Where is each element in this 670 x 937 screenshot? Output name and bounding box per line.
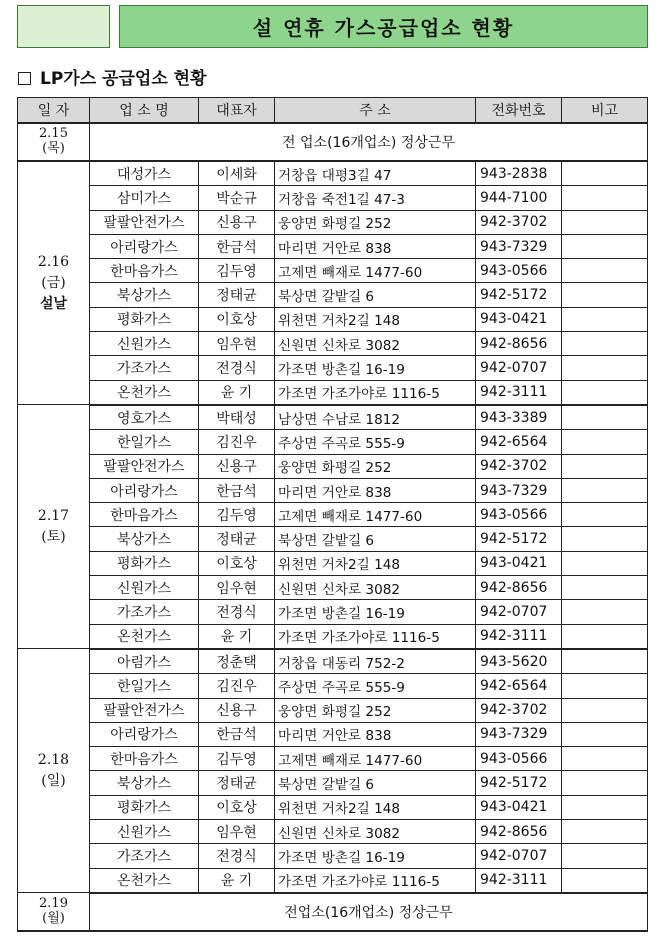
phone-cell: 942-6564 bbox=[476, 674, 562, 698]
supplier-name-cell: 북상가스 bbox=[90, 283, 199, 307]
memo-cell bbox=[562, 307, 648, 331]
phone-cell: 942-5172 bbox=[476, 771, 562, 795]
col-header-name: 업 소 명 bbox=[90, 98, 199, 124]
address-cell: 가조면 가조가야로 1116-5 bbox=[275, 380, 476, 405]
address-cell: 주상면 주곡로 555-9 bbox=[275, 674, 476, 698]
representative-cell: 이호상 bbox=[199, 307, 275, 331]
representative-cell: 윤 기 bbox=[199, 624, 275, 649]
phone-cell: 942-5172 bbox=[476, 527, 562, 551]
table-row bbox=[18, 722, 648, 746]
table-row bbox=[18, 283, 648, 307]
date-cell bbox=[18, 161, 90, 405]
representative-cell: 윤 기 bbox=[199, 380, 275, 405]
representative-cell: 이세화 bbox=[199, 161, 275, 186]
supplier-name-cell: 평화가스 bbox=[90, 795, 199, 819]
table-row bbox=[18, 771, 648, 795]
memo-cell bbox=[562, 503, 648, 527]
phone-cell: 943-7329 bbox=[476, 234, 562, 258]
supplier-name-cell: 아리랑가스 bbox=[90, 234, 199, 258]
table-header-row bbox=[18, 98, 648, 124]
representative-cell: 신용구 bbox=[199, 698, 275, 722]
date-cell bbox=[18, 123, 90, 161]
memo-cell bbox=[562, 527, 648, 551]
table-row bbox=[18, 454, 648, 478]
representative-cell: 한금석 bbox=[199, 234, 275, 258]
table-row bbox=[18, 674, 648, 698]
memo-cell bbox=[562, 430, 648, 454]
phone-cell: 943-7329 bbox=[476, 722, 562, 746]
phone-cell: 942-3702 bbox=[476, 210, 562, 234]
supplier-name-cell: 북상가스 bbox=[90, 771, 199, 795]
address-cell: 웅양면 화평길 252 bbox=[275, 454, 476, 478]
table-row bbox=[18, 600, 648, 624]
phone-cell: 942-0707 bbox=[476, 844, 562, 868]
date-value: 2.17 bbox=[37, 507, 70, 524]
supplier-name-cell: 한일가스 bbox=[90, 430, 199, 454]
address-cell: 거창읍 대평3길 47 bbox=[275, 161, 476, 186]
representative-cell: 임우현 bbox=[199, 576, 275, 600]
supplier-table bbox=[17, 97, 648, 932]
table-row bbox=[18, 624, 648, 649]
representative-cell: 김두영 bbox=[199, 747, 275, 771]
supplier-name-cell: 신원가스 bbox=[90, 332, 199, 356]
representative-cell: 한금석 bbox=[199, 478, 275, 502]
weekday-value: (일) bbox=[41, 772, 66, 789]
supplier-name-cell: 삼미가스 bbox=[90, 186, 199, 210]
address-cell: 주상면 주곡로 555-9 bbox=[275, 430, 476, 454]
table-row bbox=[18, 527, 648, 551]
address-cell: 신원면 신차로 3082 bbox=[275, 332, 476, 356]
phone-cell: 942-3702 bbox=[476, 454, 562, 478]
supplier-name-cell: 온천가스 bbox=[90, 624, 199, 649]
address-cell: 웅양면 화평길 252 bbox=[275, 210, 476, 234]
title-side-box bbox=[17, 5, 110, 48]
memo-cell bbox=[562, 186, 648, 210]
normal-operation-note: 전업소(16개업소) 정상근무 bbox=[90, 893, 648, 931]
table-row bbox=[18, 332, 648, 356]
memo-cell bbox=[562, 405, 648, 430]
table-row bbox=[18, 259, 648, 283]
memo-cell bbox=[562, 600, 648, 624]
phone-cell: 942-6564 bbox=[476, 430, 562, 454]
table-row bbox=[18, 551, 648, 575]
table-row bbox=[18, 186, 648, 210]
weekday-value: (토) bbox=[41, 528, 66, 545]
table-row bbox=[18, 649, 648, 674]
phone-cell: 942-0707 bbox=[476, 356, 562, 380]
supplier-name-cell: 가조가스 bbox=[90, 356, 199, 380]
table-row bbox=[18, 576, 648, 600]
table-row bbox=[18, 844, 648, 868]
address-cell: 거창읍 죽전1길 47-3 bbox=[275, 186, 476, 210]
supplier-name-cell: 온천가스 bbox=[90, 380, 199, 405]
representative-cell: 윤 기 bbox=[199, 868, 275, 893]
date-value: 2.15 bbox=[39, 126, 68, 142]
phone-cell: 943-7329 bbox=[476, 478, 562, 502]
representative-cell: 전경식 bbox=[199, 356, 275, 380]
representative-cell: 박순규 bbox=[199, 186, 275, 210]
page-title-text: 설 연휴 가스공급업소 현황 bbox=[252, 16, 515, 40]
memo-cell bbox=[562, 234, 648, 258]
supplier-name-cell: 평화가스 bbox=[90, 551, 199, 575]
table-row bbox=[18, 161, 648, 186]
address-cell: 웅양면 화평길 252 bbox=[275, 698, 476, 722]
representative-cell: 전경식 bbox=[199, 600, 275, 624]
phone-cell: 943-0566 bbox=[476, 747, 562, 771]
checkbox-square-icon bbox=[18, 72, 31, 85]
address-cell: 신원면 신차로 3082 bbox=[275, 576, 476, 600]
address-cell: 신원면 신차로 3082 bbox=[275, 820, 476, 844]
table-row bbox=[18, 747, 648, 771]
supplier-name-cell: 한마음가스 bbox=[90, 747, 199, 771]
table-row bbox=[18, 210, 648, 234]
address-cell: 가조면 방촌길 16-19 bbox=[275, 356, 476, 380]
address-cell: 가조면 가조가야로 1116-5 bbox=[275, 624, 476, 649]
col-header-memo: 비고 bbox=[562, 98, 648, 124]
memo-cell bbox=[562, 161, 648, 186]
memo-cell bbox=[562, 771, 648, 795]
phone-cell: 942-3702 bbox=[476, 698, 562, 722]
supplier-name-cell: 한마음가스 bbox=[90, 259, 199, 283]
date-value: 2.18 bbox=[37, 751, 70, 768]
memo-cell bbox=[562, 820, 648, 844]
table-row bbox=[18, 795, 648, 819]
table-row bbox=[18, 503, 648, 527]
memo-cell bbox=[562, 380, 648, 405]
table-row bbox=[18, 234, 648, 258]
memo-cell bbox=[562, 210, 648, 234]
memo-cell bbox=[562, 454, 648, 478]
date-cell bbox=[18, 405, 90, 649]
weekday-value: (월) bbox=[42, 910, 65, 926]
memo-cell bbox=[562, 478, 648, 502]
phone-cell: 943-2838 bbox=[476, 161, 562, 186]
memo-cell bbox=[562, 283, 648, 307]
page-title bbox=[119, 5, 648, 48]
table-row bbox=[18, 893, 648, 931]
memo-cell bbox=[562, 795, 648, 819]
address-cell: 위천면 거차2길 148 bbox=[275, 551, 476, 575]
section-heading bbox=[18, 64, 207, 89]
supplier-name-cell: 가조가스 bbox=[90, 844, 199, 868]
phone-cell: 943-0421 bbox=[476, 307, 562, 331]
memo-cell bbox=[562, 551, 648, 575]
memo-cell bbox=[562, 649, 648, 674]
phone-cell: 943-0421 bbox=[476, 551, 562, 575]
representative-cell: 신용구 bbox=[199, 210, 275, 234]
phone-cell: 943-0566 bbox=[476, 259, 562, 283]
table-body bbox=[18, 123, 648, 931]
table-row bbox=[18, 478, 648, 502]
memo-cell bbox=[562, 844, 648, 868]
address-cell: 북상면 갈밭길 6 bbox=[275, 527, 476, 551]
representative-cell: 김두영 bbox=[199, 259, 275, 283]
supplier-name-cell: 평화가스 bbox=[90, 307, 199, 331]
representative-cell: 정태균 bbox=[199, 527, 275, 551]
table-row bbox=[18, 380, 648, 405]
address-cell: 북상면 갈밭길 6 bbox=[275, 771, 476, 795]
normal-operation-note: 전 업소(16개업소) 정상근무 bbox=[90, 123, 648, 161]
supplier-name-cell: 한마음가스 bbox=[90, 503, 199, 527]
memo-cell bbox=[562, 576, 648, 600]
supplier-name-cell: 영호가스 bbox=[90, 405, 199, 430]
phone-cell: 943-3389 bbox=[476, 405, 562, 430]
memo-cell bbox=[562, 624, 648, 649]
memo-cell bbox=[562, 356, 648, 380]
address-cell: 위천면 거차2길 148 bbox=[275, 795, 476, 819]
supplier-name-cell: 팔팔안전가스 bbox=[90, 454, 199, 478]
phone-cell: 942-5172 bbox=[476, 283, 562, 307]
supplier-name-cell: 한일가스 bbox=[90, 674, 199, 698]
col-header-date: 일 자 bbox=[18, 98, 90, 124]
table-row bbox=[18, 698, 648, 722]
representative-cell: 임우현 bbox=[199, 820, 275, 844]
col-header-phone: 전화번호 bbox=[476, 98, 562, 124]
address-cell: 마리면 거안로 838 bbox=[275, 234, 476, 258]
supplier-name-cell: 온천가스 bbox=[90, 868, 199, 893]
phone-cell: 943-0421 bbox=[476, 795, 562, 819]
table-row bbox=[18, 405, 648, 430]
memo-cell bbox=[562, 259, 648, 283]
address-cell: 거창읍 대동리 752-2 bbox=[275, 649, 476, 674]
supplier-name-cell: 가조가스 bbox=[90, 600, 199, 624]
weekday-value: (금) bbox=[41, 274, 66, 291]
date-value: 2.19 bbox=[39, 895, 68, 911]
representative-cell: 이호상 bbox=[199, 551, 275, 575]
memo-cell bbox=[562, 698, 648, 722]
representative-cell: 박태성 bbox=[199, 405, 275, 430]
address-cell: 마리면 거안로 838 bbox=[275, 478, 476, 502]
representative-cell: 김진우 bbox=[199, 674, 275, 698]
section-heading-text: LP가스 공급업소 현황 bbox=[40, 69, 207, 89]
phone-cell: 943-5620 bbox=[476, 649, 562, 674]
col-header-rep: 대표자 bbox=[199, 98, 275, 124]
address-cell: 북상면 갈밭길 6 bbox=[275, 283, 476, 307]
address-cell: 고제면 빼재로 1477-60 bbox=[275, 259, 476, 283]
holiday-label: 설날 bbox=[39, 295, 68, 312]
memo-cell bbox=[562, 747, 648, 771]
memo-cell bbox=[562, 722, 648, 746]
table-row bbox=[18, 430, 648, 454]
col-header-address: 주 소 bbox=[275, 98, 476, 124]
supplier-name-cell: 아리랑가스 bbox=[90, 478, 199, 502]
representative-cell: 임우현 bbox=[199, 332, 275, 356]
representative-cell: 신용구 bbox=[199, 454, 275, 478]
table-row bbox=[18, 868, 648, 893]
supplier-name-cell: 신원가스 bbox=[90, 576, 199, 600]
date-cell bbox=[18, 893, 90, 931]
table-row bbox=[18, 356, 648, 380]
memo-cell bbox=[562, 674, 648, 698]
address-cell: 마리면 거안로 838 bbox=[275, 722, 476, 746]
address-cell: 남상면 수남로 1812 bbox=[275, 405, 476, 430]
address-cell: 가조면 가조가야로 1116-5 bbox=[275, 868, 476, 893]
memo-cell bbox=[562, 332, 648, 356]
supplier-name-cell: 아리랑가스 bbox=[90, 722, 199, 746]
date-value: 2.16 bbox=[37, 253, 70, 270]
phone-cell: 942-8656 bbox=[476, 576, 562, 600]
address-cell: 고제면 빼재로 1477-60 bbox=[275, 747, 476, 771]
representative-cell: 정태균 bbox=[199, 283, 275, 307]
weekday-value: (목) bbox=[42, 141, 65, 156]
table-row bbox=[18, 123, 648, 161]
memo-cell bbox=[562, 868, 648, 893]
supplier-name-cell: 북상가스 bbox=[90, 527, 199, 551]
phone-cell: 942-8656 bbox=[476, 332, 562, 356]
date-cell bbox=[18, 649, 90, 893]
address-cell: 고제면 빼재로 1477-60 bbox=[275, 503, 476, 527]
address-cell: 가조면 방촌길 16-19 bbox=[275, 844, 476, 868]
supplier-name-cell: 대성가스 bbox=[90, 161, 199, 186]
representative-cell: 한금석 bbox=[199, 722, 275, 746]
address-cell: 가조면 방촌길 16-19 bbox=[275, 600, 476, 624]
address-cell: 위천면 거차2길 148 bbox=[275, 307, 476, 331]
phone-cell: 942-0707 bbox=[476, 600, 562, 624]
representative-cell: 전경식 bbox=[199, 844, 275, 868]
supplier-name-cell: 팔팔안전가스 bbox=[90, 698, 199, 722]
supplier-name-cell: 아림가스 bbox=[90, 649, 199, 674]
representative-cell: 김두영 bbox=[199, 503, 275, 527]
representative-cell: 정춘택 bbox=[199, 649, 275, 674]
supplier-name-cell: 신원가스 bbox=[90, 820, 199, 844]
phone-cell: 944-7100 bbox=[476, 186, 562, 210]
phone-cell: 942-3111 bbox=[476, 624, 562, 649]
representative-cell: 정태균 bbox=[199, 771, 275, 795]
supplier-name-cell: 팔팔안전가스 bbox=[90, 210, 199, 234]
phone-cell: 942-3111 bbox=[476, 868, 562, 893]
table-row bbox=[18, 307, 648, 331]
phone-cell: 942-3111 bbox=[476, 380, 562, 405]
representative-cell: 김진우 bbox=[199, 430, 275, 454]
table-row bbox=[18, 820, 648, 844]
phone-cell: 943-0566 bbox=[476, 503, 562, 527]
representative-cell: 이호상 bbox=[199, 795, 275, 819]
phone-cell: 942-8656 bbox=[476, 820, 562, 844]
